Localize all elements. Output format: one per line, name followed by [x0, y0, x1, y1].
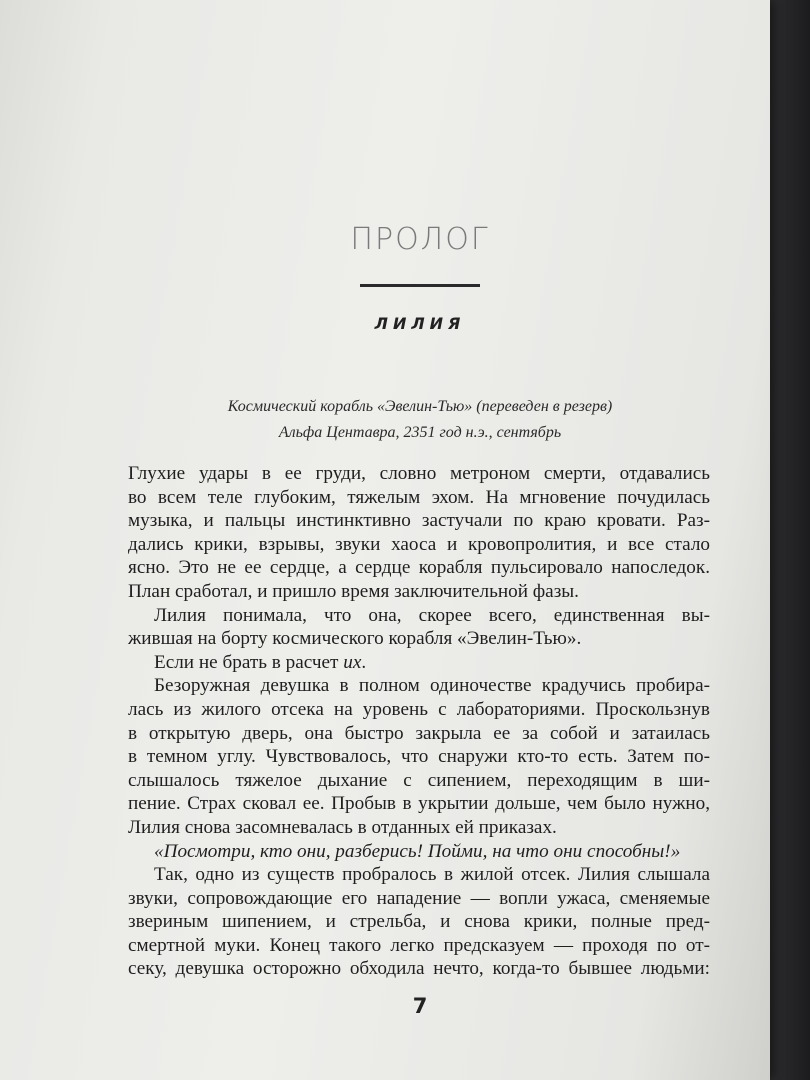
text-line: ясно. Это не ее сердце, а сердце корабля пульсировало напоследок.	[128, 557, 710, 579]
text-line: «Посмотри, кто они, разберись! Пойми, на что они способны!»	[154, 840, 681, 862]
text-line: смертной муки. Конец такого легко предсказуем — проходя по от-	[128, 934, 710, 956]
text-line: Лилия понимала, что она, скорее всего, единственная вы-	[154, 604, 710, 626]
text-line: звериным шипением, и стрельба, и снова крики, полные пред-	[128, 911, 710, 933]
title-divider	[360, 284, 480, 287]
text-line: в открытую дверь, она быстро закрыла ее за собой и затаилась	[128, 722, 710, 744]
page-title: ПРОЛОГ	[350, 222, 490, 257]
text-line: в темном углу. Чувствовалось, что снаружи кто-то есть. Затем по-	[128, 746, 710, 768]
page-number: 7	[412, 994, 428, 1018]
text-line: слышалось тяжелое дыхание с сипением, переходящим в ши-	[128, 769, 710, 791]
text-line: Лилия снова засомневалась в отданных ей приказах.	[128, 816, 557, 838]
text-line: во всем теле глубоким, тяжелым эхом. На мгновение почудилась	[128, 486, 710, 508]
body-text	[128, 462, 710, 981]
text-line: Так, одно из существ пробралось в жилой отсек. Лилия слышала	[154, 864, 710, 886]
text-line: звуки, сопровождающие его нападение — вопли ужаса, сменяемые	[128, 887, 710, 909]
text-line: жившая на борту космического корабля «Эвелин-Тью».	[128, 628, 582, 650]
text-line: секу, девушка осторожно обходила нечто, когда-то бывшее людьми:	[128, 958, 710, 980]
text-line: музыка, и пальцы инстинктивно застучали по краю кровати. Раз-	[128, 510, 710, 532]
epigraph-line-1: Космический корабль «Эвелин-Тью» (переведен в резерв)	[227, 398, 613, 415]
text-line: Безоружная девушка в полном одиночестве крадучись пробира-	[154, 675, 710, 697]
epigraph-line-2: Альфа Центавра, 2351 год н.э., сентябрь	[278, 424, 562, 441]
text-line: дались крики, взрывы, звуки хаоса и кровопролития, и все стало	[128, 533, 710, 555]
text-line: Глухие удары в ее груди, словно метроном смерти, отдавались	[128, 463, 710, 484]
text-line: пение. Страх сковал ее. Пробыв в укрытии дольше, чем было нужно,	[128, 793, 710, 815]
text-line: Если не брать в расчет их.	[154, 651, 367, 673]
chapter-name: ЛИЛИЯ	[374, 314, 466, 333]
text-line: лась из жилого отсека на уровень с лабораториями. Проскользнув	[128, 698, 710, 720]
text-line: План сработал, и пришло время заключительной фазы.	[128, 580, 579, 602]
